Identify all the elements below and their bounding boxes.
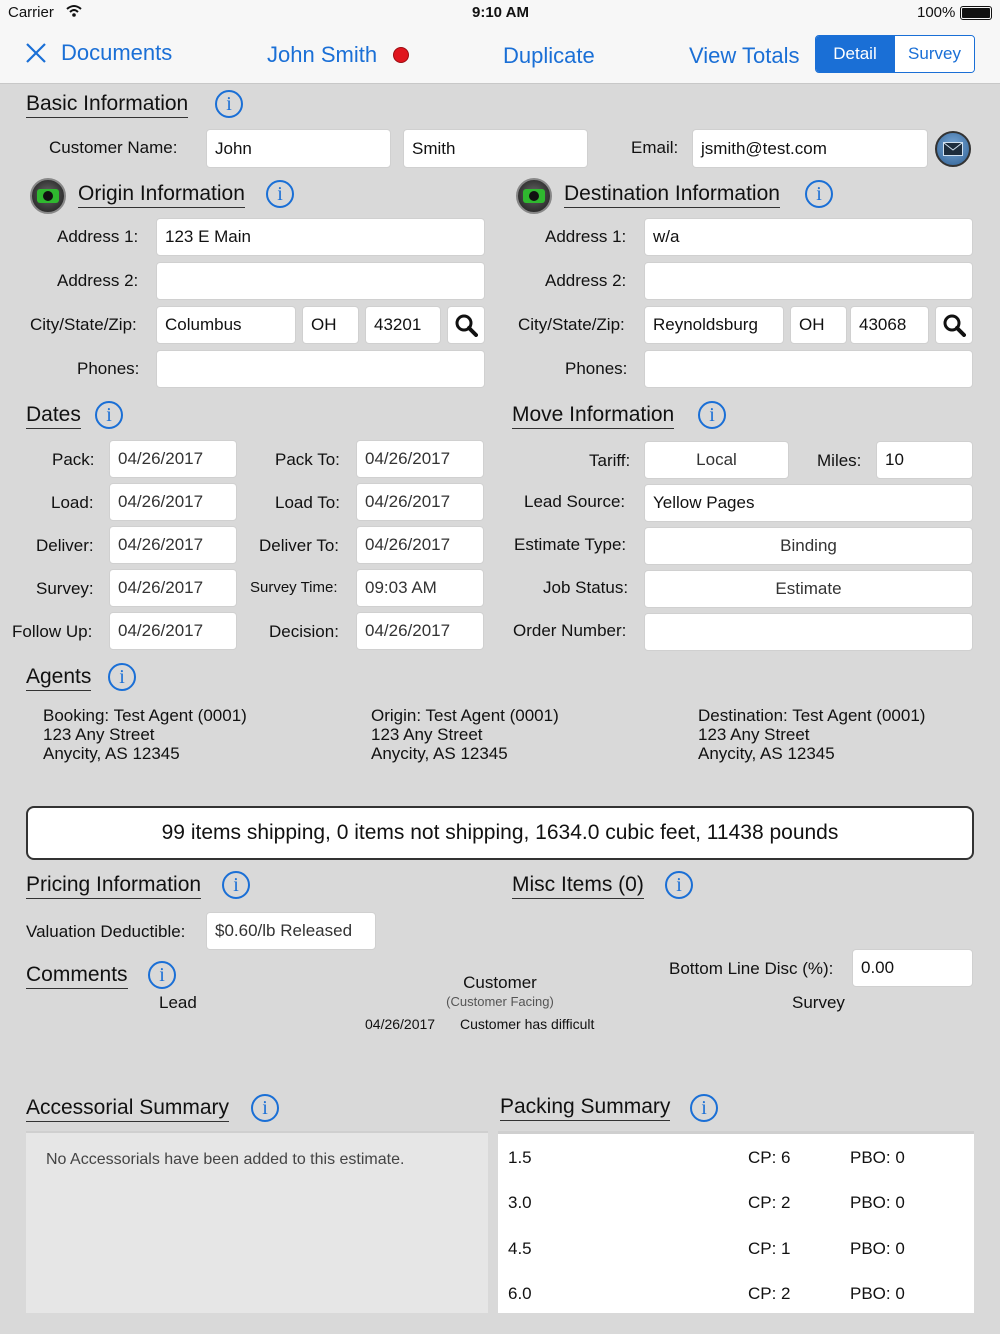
valuation-deductible-label: Valuation Deductible: — [26, 922, 186, 941]
pack-to-date-field[interactable]: 04/26/2017 — [356, 440, 484, 478]
agent-city: Anycity, AS 12345 — [698, 744, 835, 763]
decision-label: Decision: — [269, 622, 339, 641]
move-information-title: Move Information — [512, 403, 674, 429]
origin-information-title: Origin Information — [78, 182, 245, 208]
packing-info-icon[interactable]: i — [690, 1094, 718, 1122]
agent-street: 123 Any Street — [698, 725, 810, 744]
origin-city-field[interactable]: Columbus — [156, 306, 296, 344]
order-number-field[interactable] — [644, 613, 973, 651]
agent-street: 123 Any Street — [371, 725, 483, 744]
destination-csz-label: City/State/Zip: — [518, 315, 625, 334]
survey-label: Survey: — [36, 579, 94, 598]
job-status-label: Job Status: — [543, 578, 629, 597]
booking-agent[interactable] — [43, 706, 247, 763]
origin-agent[interactable] — [371, 706, 559, 763]
load-to-label: Load To: — [275, 493, 340, 512]
agents-title: Agents — [26, 665, 91, 691]
cp-count: CP: 2 — [748, 1193, 791, 1212]
accessorial-summary-title: Accessorial Summary — [26, 1096, 229, 1122]
load-label: Load: — [51, 493, 94, 512]
pack-to-label: Pack To: — [275, 450, 340, 469]
destination-city-field[interactable]: Reynoldsburg — [644, 306, 784, 344]
destination-phones-field[interactable] — [644, 350, 973, 388]
send-email-button[interactable] — [935, 131, 971, 167]
bottom-line-disc-label: Bottom Line Disc (%): — [669, 959, 834, 978]
accessorial-info-icon[interactable]: i — [251, 1094, 279, 1122]
pricing-information-title: Pricing Information — [26, 873, 201, 899]
agent-street: 123 Any Street — [43, 725, 155, 744]
survey-comment-tab[interactable]: Survey — [792, 993, 845, 1012]
follow-up-date-field[interactable]: 04/26/2017 — [109, 612, 237, 650]
origin-address1-field[interactable]: 123 E Main — [156, 218, 485, 256]
pbo-count: PBO: 0 — [850, 1284, 905, 1303]
follow-up-label: Follow Up: — [12, 622, 93, 641]
deliver-to-label: Deliver To: — [259, 536, 339, 555]
origin-zip-field[interactable]: 43201 — [365, 306, 441, 344]
origin-zip-search-button[interactable] — [447, 306, 485, 344]
email-field[interactable]: jsmith@test.com — [692, 129, 928, 168]
customer-facing-sublabel: (Customer Facing) — [446, 994, 554, 1009]
destination-phones-label: Phones: — [565, 359, 628, 378]
pricing-info-icon[interactable]: i — [222, 871, 250, 899]
destination-zip-search-button[interactable] — [935, 306, 973, 344]
packing-list[interactable] — [498, 1131, 974, 1313]
origin-address1-label: Address 1: — [57, 227, 139, 246]
tariff-label: Tariff: — [589, 451, 631, 470]
agent-city: Anycity, AS 12345 — [43, 744, 180, 763]
comment-date: 04/26/2017 — [365, 1016, 436, 1032]
deliver-date-field[interactable]: 04/26/2017 — [109, 526, 237, 564]
comments-title: Comments — [26, 963, 128, 989]
dates-info-icon[interactable]: i — [95, 401, 123, 429]
cp-count: CP: 6 — [748, 1148, 791, 1167]
pbo-count: PBO: 0 — [850, 1148, 905, 1167]
origin-phones-label: Phones: — [77, 359, 140, 378]
bottom-line-disc-field[interactable]: 0.00 — [852, 949, 973, 987]
pbo-count: PBO: 0 — [850, 1239, 905, 1258]
basic-information-title: Basic Information — [26, 92, 188, 118]
customer-comment-label: Customer — [463, 973, 537, 992]
battery-percent: 100% — [917, 4, 956, 21]
documents-label: Documents — [61, 40, 173, 65]
destination-info-icon[interactable]: i — [805, 180, 833, 208]
segment-survey[interactable]: Survey — [894, 36, 974, 72]
cp-count: CP: 1 — [748, 1239, 791, 1258]
miles-label: Miles: — [817, 451, 862, 470]
deliver-to-date-field[interactable]: 04/26/2017 — [356, 526, 484, 564]
clock: 9:10 AM — [472, 4, 529, 21]
origin-info-icon[interactable]: i — [266, 180, 294, 208]
job-status-selector[interactable]: Estimate — [644, 570, 973, 608]
destination-camera-button[interactable] — [516, 178, 552, 214]
record-dot-icon — [393, 47, 409, 63]
cp-count: CP: 2 — [748, 1284, 791, 1303]
estimate-type-label: Estimate Type: — [514, 535, 627, 554]
estimate-type-selector[interactable]: Binding — [644, 527, 973, 565]
destination-agent[interactable] — [698, 706, 925, 763]
survey-time-label: Survey Time: — [250, 579, 338, 596]
segment-detail[interactable]: Detail — [816, 36, 894, 72]
agent-name: Booking: Test Agent (0001) — [43, 706, 247, 725]
decision-date-field[interactable]: 04/26/2017 — [356, 612, 484, 650]
deliver-label: Deliver: — [36, 536, 94, 555]
shipping-summary-button[interactable]: 99 items shipping, 0 items not shipping, 1634.0 cubic feet, 11438 pounds — [26, 806, 974, 860]
duplicate-button[interactable]: Duplicate — [503, 43, 595, 68]
destination-address2-field[interactable] — [644, 262, 973, 300]
carton-size: 3.0 — [508, 1193, 532, 1212]
camera-icon — [37, 189, 59, 203]
move-info-icon[interactable]: i — [698, 401, 726, 429]
pack-label: Pack: — [52, 450, 95, 469]
view-totals-button[interactable]: View Totals — [689, 43, 800, 68]
pbo-count: PBO: 0 — [850, 1193, 905, 1212]
carrier-label: Carrier — [8, 4, 54, 21]
comments-info-icon[interactable]: i — [148, 961, 176, 989]
packing-summary-title: Packing Summary — [500, 1095, 670, 1121]
first-name-field[interactable]: John — [206, 129, 391, 168]
destination-information-title: Destination Information — [564, 182, 780, 208]
email-label: Email: — [631, 138, 679, 157]
origin-address2-field[interactable] — [156, 262, 485, 300]
origin-csz-label: City/State/Zip: — [30, 315, 137, 334]
carton-size: 1.5 — [508, 1148, 532, 1167]
wifi-icon — [66, 4, 82, 22]
load-date-field[interactable]: 04/26/2017 — [109, 483, 237, 521]
customer-name-label: Customer Name: — [49, 138, 178, 157]
carton-size: 6.0 — [508, 1284, 532, 1303]
packing-row[interactable] — [498, 1179, 973, 1225]
misc-info-icon[interactable]: i — [665, 871, 693, 899]
last-name-field[interactable]: Smith — [403, 129, 588, 168]
origin-camera-button[interactable] — [30, 178, 66, 214]
search-icon — [942, 313, 966, 337]
pack-date-field[interactable]: 04/26/2017 — [109, 440, 237, 478]
origin-phones-field[interactable] — [156, 350, 485, 388]
misc-items-title: Misc Items (0) — [512, 873, 644, 899]
destination-state-field[interactable]: OH — [790, 306, 847, 344]
status-bar — [0, 0, 1000, 26]
destination-address2-label: Address 2: — [545, 271, 627, 290]
miles-field[interactable]: 10 — [876, 441, 973, 479]
valuation-deductible-selector[interactable]: $0.60/lb Released — [206, 912, 376, 950]
agent-name: Destination: Test Agent (0001) — [698, 706, 926, 725]
agent-city: Anycity, AS 12345 — [371, 744, 508, 763]
camera-icon — [523, 189, 545, 203]
search-icon — [454, 313, 478, 337]
destination-address1-field[interactable]: w/a — [644, 218, 973, 256]
carton-size: 4.5 — [508, 1239, 532, 1258]
basic-info-icon[interactable]: i — [215, 90, 243, 118]
customer-name-label: John Smith — [267, 42, 378, 67]
documents-button[interactable] — [24, 40, 172, 66]
packing-row[interactable] — [498, 1134, 973, 1180]
detail-survey-segmented-control — [815, 35, 975, 73]
packing-row[interactable] — [498, 1225, 973, 1271]
order-number-label: Order Number: — [513, 621, 627, 640]
load-to-date-field[interactable]: 04/26/2017 — [356, 483, 484, 521]
survey-time-field[interactable]: 09:03 AM — [356, 569, 484, 607]
tariff-selector[interactable]: Local — [644, 441, 789, 479]
origin-state-field[interactable]: OH — [302, 306, 359, 344]
agent-name: Origin: Test Agent (0001) — [371, 706, 559, 725]
accessorial-list[interactable] — [26, 1131, 488, 1313]
agents-info-icon[interactable]: i — [108, 663, 136, 691]
packing-row[interactable] — [498, 1270, 973, 1316]
lead-source-field[interactable]: Yellow Pages — [644, 484, 973, 522]
destination-zip-field[interactable]: 43068 — [850, 306, 929, 344]
accessorial-empty-message: No Accessorials have been added to this estimate. — [46, 1151, 405, 1168]
lead-comment-tab[interactable]: Lead — [159, 993, 197, 1012]
origin-address2-label: Address 2: — [57, 271, 139, 290]
envelope-icon — [943, 142, 963, 156]
customer-comment-tab[interactable] — [420, 973, 580, 1009]
battery-icon — [960, 6, 992, 20]
survey-date-field[interactable]: 04/26/2017 — [109, 569, 237, 607]
destination-address1-label: Address 1: — [545, 227, 627, 246]
customer-name-button[interactable] — [267, 42, 409, 68]
comment-text[interactable]: Customer has difficult — [460, 1016, 595, 1032]
close-icon — [24, 41, 48, 65]
lead-source-label: Lead Source: — [524, 492, 626, 511]
dates-title: Dates — [26, 403, 81, 429]
nav-bar — [0, 26, 1000, 84]
